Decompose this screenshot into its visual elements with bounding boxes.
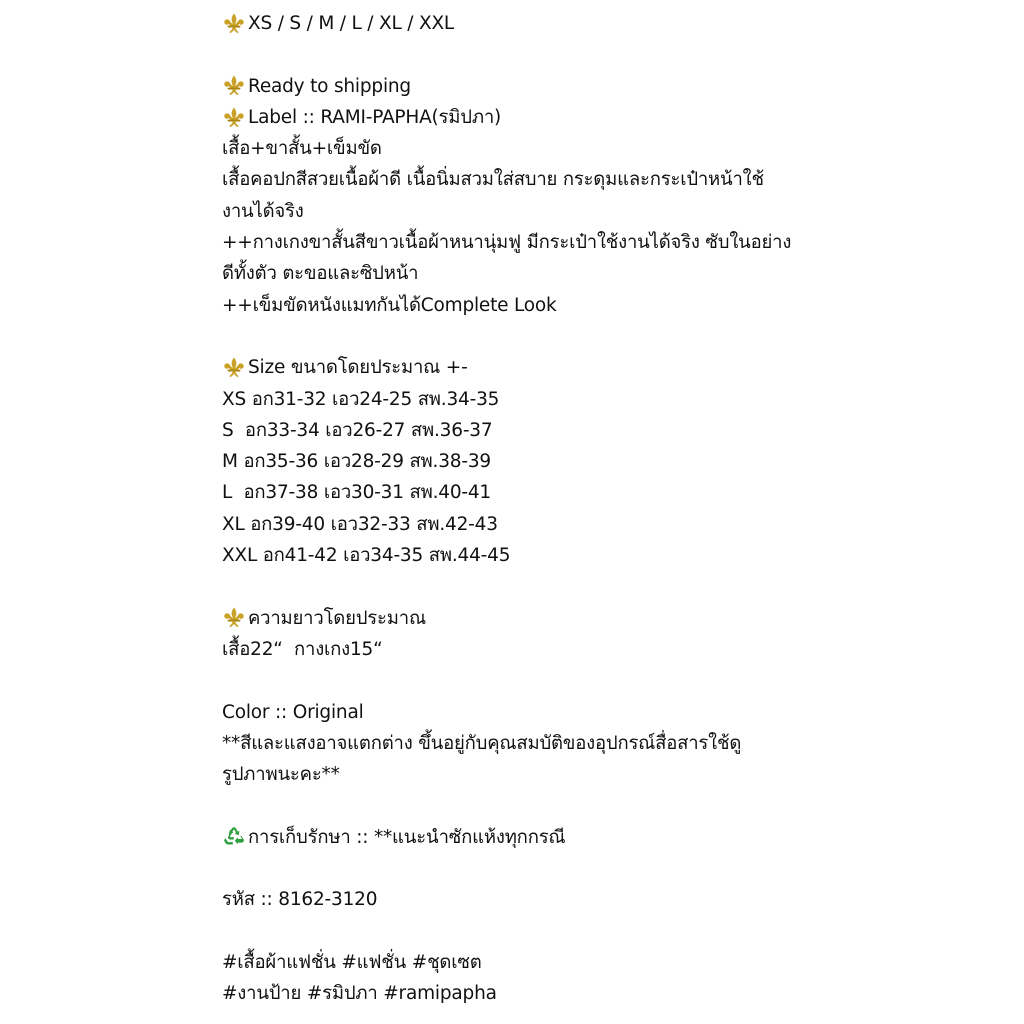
pants-description-cont: ดีทั้งตัว ตะขอและซิปหน้า (222, 263, 419, 285)
length-title: ความยาวโดยประมาณ (248, 607, 426, 629)
size-row-xs: XS อก31-32 เอว24-25 สพ.34-35 (222, 388, 500, 410)
shirt-description-cont: งานได้จริง (222, 200, 304, 222)
color-note-cont: รูปภาพนะคะ** (222, 764, 340, 786)
length-title-line (222, 603, 822, 634)
belt-description: ++เข็มขัดหนังแมทกันได้Complete Look (222, 294, 557, 316)
shirt-description: เสื้อคอปกสีสวยเนื้อผ้าดี เนื้อนิ่มสวมใส่สบาย กระดุมและกระเป๋าหน้าใช้ (222, 169, 764, 191)
size-row-s: S อก33-34 เอว26-27 สพ.36-37 (222, 419, 493, 441)
color-note: **สีและแสงอาจแตกต่าง ขึ้นอยู่กับคุณสมบัติของอุปกรณ์สื่อสารใช้ดู (222, 732, 742, 754)
set-description: เสื้อ+ขาสั้น+เข็มขัด (222, 138, 382, 160)
fleur-de-lis-icon (222, 606, 246, 630)
size-row-m: M อก35-36 เอว28-29 สพ.38-39 (222, 451, 491, 473)
label-line (222, 102, 822, 133)
sizes-text: XS / S / M / L / XL / XXL (248, 13, 455, 34)
size-row-l: L อก37-38 เอว30-31 สพ.40-41 (222, 482, 492, 504)
spacer (222, 39, 822, 70)
care-line (222, 822, 822, 853)
ready-text: Ready to shipping (248, 75, 411, 97)
length-value: เสื้อ22“ กางเกง15“ (222, 638, 383, 660)
fleur-de-lis-icon (222, 74, 246, 98)
color-line: Color :: Original (222, 701, 364, 723)
size-row-xxl: XXL อก41-42 เอว34-35 สพ.44-45 (222, 545, 511, 567)
spacer (222, 853, 822, 884)
size-title: Size ขนาดโดยประมาณ +- (248, 357, 468, 379)
fleur-de-lis-icon (222, 356, 246, 380)
spacer (222, 916, 822, 947)
ready-line (222, 71, 822, 102)
spacer (222, 321, 822, 352)
spacer (222, 571, 822, 602)
spacer (222, 790, 822, 821)
fleur-de-lis-icon (222, 106, 246, 130)
hashtags-line-2: #งานป้าย #รมิปภา #ramipapha (222, 983, 497, 1005)
hashtags-line-1: #เสื้อผ้าแฟชั่น #แฟชั่น #ชุดเซต (222, 951, 482, 973)
recycle-icon (222, 825, 246, 849)
care-text: การเก็บรักษา :: **แนะนำซักแห้งทุกกรณี (248, 826, 566, 848)
spacer (222, 665, 822, 696)
product-description (222, 8, 822, 1010)
label-text: Label :: RAMI-PAPHA(รมิปภา) (248, 106, 502, 128)
product-code: รหัส :: 8162-3120 (222, 889, 378, 911)
sizes-line (222, 8, 822, 39)
size-title-line (222, 352, 822, 383)
pants-description: ++กางเกงขาสั้นสีขาวเนื้อผ้าหนานุ่มฟู มีกระเป๋าใช้งานได้จริง ซับในอย่าง (222, 232, 792, 254)
size-row-xl: XL อก39-40 เอว32-33 สพ.42-43 (222, 513, 498, 535)
fleur-de-lis-icon (222, 12, 246, 36)
